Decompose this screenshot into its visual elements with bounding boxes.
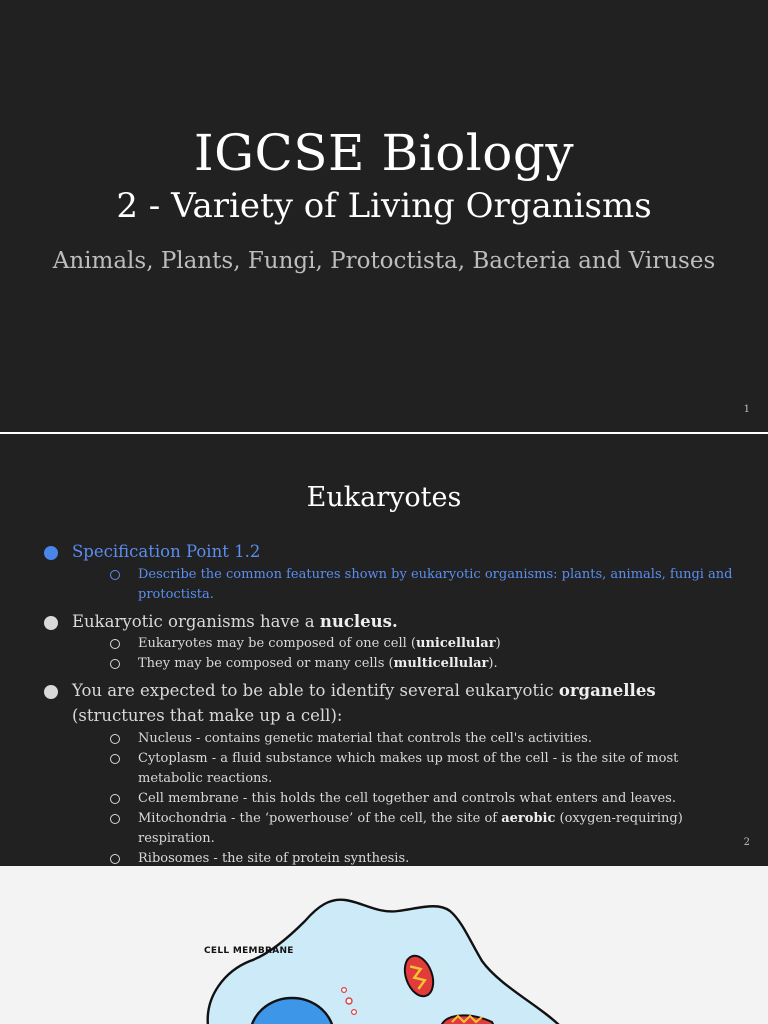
animal-cell-diagram — [0, 866, 768, 1024]
vesicle — [346, 998, 352, 1004]
nucleus-bullet-text: Eukaryotic organisms have a — [72, 612, 320, 631]
slide-tagline: Animals, Plants, Fungi, Protoctista, Bacteria and Viruses — [52, 248, 716, 274]
organelle-mitochondria — [110, 809, 744, 849]
organelle-cytoplasm: Cytoplasm - a fluid substance which makes up most of the cell - is the site of most metabolic reactions. — [110, 749, 744, 789]
multicellular-post: ). — [488, 656, 498, 671]
organelles-bullet — [44, 678, 744, 728]
multicellular-bold: multicellular — [393, 656, 489, 671]
mito-bold: aerobic — [501, 811, 556, 826]
eukaryotes-slide — [0, 434, 768, 866]
spec-detail: Describe the common features shown by eukaryotic organisms: plants, animals, fungi and protoctista. — [110, 565, 744, 605]
organelles-post: (structures that make up a cell): — [72, 706, 343, 725]
vesicle — [352, 1010, 357, 1015]
organelle-nucleus: Nucleus - contains genetic material that controls the cell's activities. — [110, 729, 744, 749]
slide-subtitle: 2 - Variety of Living Organisms — [116, 186, 652, 226]
unicellular-post: ) — [495, 636, 501, 651]
bullet-list — [44, 539, 744, 866]
title-slide — [0, 0, 768, 432]
mito-pre: Mitochondria - the ‘powerhouse’ of the cell, the site of — [138, 811, 502, 826]
organelle-ribosomes: Ribosomes - the site of protein synthesis. — [110, 849, 744, 866]
slide-title: Eukaryotes — [306, 482, 462, 513]
spec-point: Specification Point 1.2 — [44, 539, 744, 564]
unicellular-pre: Eukaryotes may be composed of one cell ( — [138, 636, 416, 651]
nucleus-bullet-bold: nucleus. — [319, 612, 398, 631]
unicellular-bold: unicellular — [416, 636, 496, 651]
nucleus-bullet — [44, 609, 744, 634]
vesicle — [342, 988, 347, 993]
unicellular-item — [110, 634, 744, 654]
page-number: 1 — [743, 404, 750, 415]
organelles-pre: You are expected to be able to identify several eukaryotic — [72, 681, 559, 700]
multicellular-item — [110, 654, 744, 674]
slide-title: IGCSE Biology — [193, 124, 575, 182]
organelles-bold: organelles — [558, 681, 656, 700]
cell-body — [208, 900, 560, 1024]
organelle-membrane: Cell membrane - this holds the cell together and controls what enters and leaves. — [110, 789, 744, 809]
cell-diagram-slide — [0, 866, 768, 1024]
multicellular-pre: They may be composed or many cells ( — [138, 656, 394, 671]
cell-membrane-label: CELL MEMBRANE — [204, 946, 294, 956]
mito-post: (oxygen-requiring) respiration. — [138, 811, 683, 846]
page-number: 2 — [743, 837, 750, 848]
